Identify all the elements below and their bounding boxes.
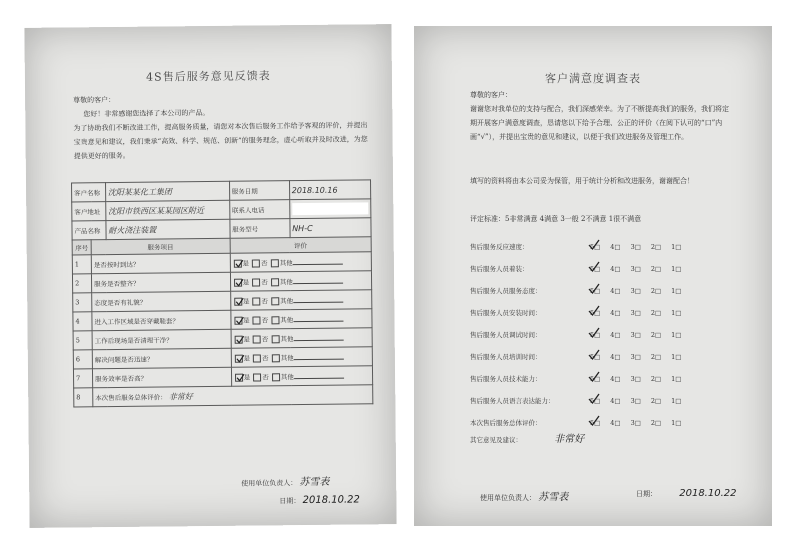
no-checkbox[interactable] — [253, 316, 261, 324]
phone-label: 联系人电话 — [229, 200, 289, 220]
overall-no: 8 — [74, 388, 93, 407]
other-line — [293, 276, 343, 285]
model-label: 服务型号 — [230, 219, 290, 239]
rating-option[interactable]: 2□ — [650, 397, 662, 405]
rating-option[interactable]: 3□ — [630, 331, 641, 339]
rating-option[interactable]: 1□ — [671, 287, 682, 295]
rating-option[interactable]: 1□ — [671, 243, 682, 251]
col-eval-header: 评价 — [230, 237, 371, 253]
yes-checkbox[interactable] — [234, 336, 242, 344]
rating-option[interactable]: 5□ — [590, 265, 601, 273]
check-mark-icon — [588, 327, 600, 341]
item-text: 服务是否整齐？ — [91, 272, 230, 292]
rating-scale: 评定标准：5非常满意 4满意 3一般 2不满意 1很不满意 — [470, 215, 642, 223]
overall-row — [74, 385, 373, 407]
item-no: 4 — [73, 312, 92, 331]
survey-row — [470, 374, 681, 383]
yes-checkbox[interactable] — [233, 260, 241, 268]
survey-row-label: 本次售后服务总体评价： — [470, 419, 542, 427]
signer-block — [241, 473, 329, 489]
overall-value: 非常好 — [168, 391, 193, 401]
rating-option[interactable]: 2□ — [650, 309, 662, 317]
rating-option[interactable]: 4□ — [610, 419, 621, 427]
other-checkbox[interactable] — [271, 297, 279, 305]
rating-option[interactable]: 3□ — [630, 397, 641, 405]
item-rows — [72, 252, 372, 388]
item-text: 是否按时到达？ — [91, 253, 230, 273]
rating-option[interactable]: 4□ — [610, 375, 621, 383]
check-mark-icon — [588, 305, 600, 319]
rating-option[interactable]: 5□ — [590, 419, 601, 427]
address-value: 沈阳市铁西区某某园区附近 — [105, 200, 229, 220]
other-label: 其他 — [280, 373, 294, 382]
survey-note: 填写的资料将由本公司妥为保管，用于统计分析和改进服务，谢谢配合！ — [470, 177, 694, 185]
survey-date-label: 日期： — [636, 490, 657, 498]
rating-option[interactable]: 5□ — [590, 375, 601, 383]
item-evaluation — [230, 271, 372, 291]
customer-name-label: 客户名称 — [72, 183, 106, 202]
yes-checkbox[interactable] — [234, 279, 242, 287]
rating-option[interactable]: 1□ — [671, 265, 682, 273]
yes-label: 是 — [243, 354, 251, 363]
yes-label: 是 — [243, 316, 250, 325]
address-label: 客户地址 — [72, 202, 106, 221]
other-label: 其他 — [280, 316, 294, 325]
survey-row-label: 售后服务人员技术能力： — [470, 375, 542, 383]
yes-label: 是 — [242, 278, 250, 287]
intro-line-1: 您好！非常感谢您选择了本公司的产品。 — [83, 109, 210, 119]
survey-row-label: 售后服务人员着装： — [470, 265, 529, 273]
other-line — [294, 371, 344, 380]
rating-option[interactable]: 2□ — [650, 287, 662, 295]
col-item-header: 服务项目 — [91, 238, 230, 254]
survey-row — [470, 286, 681, 295]
other-comments — [470, 430, 584, 445]
rating-option[interactable]: 5□ — [590, 353, 601, 361]
check-mark-icon — [588, 349, 600, 363]
survey-row-label: 售后服务人员培训时间： — [470, 353, 542, 361]
rating-option[interactable]: 4□ — [610, 309, 621, 317]
survey-title: 客户满意度调查表 — [545, 72, 641, 85]
other-label: 其他 — [279, 278, 293, 287]
rating-option[interactable]: 1□ — [671, 353, 682, 361]
yes-checkbox[interactable] — [234, 355, 242, 363]
item-evaluation — [231, 366, 373, 386]
col-no-header: 序号 — [72, 240, 91, 255]
no-checkbox[interactable] — [252, 297, 260, 305]
no-label: 否 — [261, 316, 269, 325]
no-checkbox[interactable] — [253, 354, 261, 362]
other-label: 其他 — [280, 354, 294, 363]
other-comments-value: 非常好 — [554, 434, 585, 445]
survey-row-label: 售后服务反应速度： — [470, 243, 529, 251]
survey-row-label: 售后服务人员调试时间： — [470, 331, 542, 339]
rating-option[interactable]: 2□ — [650, 375, 662, 383]
item-text: 工作后现场是否清理干净？ — [92, 329, 231, 349]
survey-row-label: 售后服务人员安装时间： — [470, 309, 542, 317]
rating-option[interactable]: 3□ — [630, 243, 641, 251]
no-checkbox[interactable] — [253, 335, 261, 343]
yes-checkbox[interactable] — [235, 374, 243, 382]
yes-label: 是 — [242, 259, 250, 268]
rating-option[interactable]: 2□ — [650, 419, 662, 427]
no-label: 否 — [262, 373, 269, 382]
form-title: 4S售后服务意见反馈表 — [146, 69, 271, 84]
yes-label: 是 — [243, 335, 250, 344]
rating-option[interactable]: 4□ — [610, 243, 621, 251]
item-evaluation — [231, 328, 373, 348]
survey-row — [470, 242, 681, 251]
item-evaluation — [231, 309, 373, 329]
check-mark-icon — [588, 283, 600, 297]
service-date-value: 2018.10.16 — [289, 180, 371, 200]
survey-signer-label: 使用单位负责人： — [480, 494, 536, 502]
rating-option[interactable]: 4□ — [610, 353, 621, 361]
other-label: 其他 — [279, 259, 293, 268]
overall-label: 本次售后服务总体评价： — [95, 392, 167, 402]
rating-option[interactable]: 5□ — [590, 397, 601, 405]
survey-row — [470, 330, 681, 339]
survey-row — [470, 396, 681, 405]
no-checkbox[interactable] — [252, 259, 260, 267]
item-text: 态度是否有礼貌？ — [92, 291, 231, 311]
survey-row — [470, 418, 681, 427]
item-no: 5 — [73, 331, 92, 350]
rating-option[interactable]: 5□ — [590, 287, 601, 295]
overall-cell — [93, 385, 373, 407]
check-mark-icon — [588, 371, 600, 385]
satisfaction-survey-sheet — [414, 26, 772, 526]
rating-option[interactable]: 4□ — [610, 397, 621, 405]
other-label: 其他 — [280, 335, 294, 344]
survey-date-block — [636, 488, 737, 499]
salutation: 尊敬的客户： — [73, 95, 116, 105]
item-evaluation — [230, 290, 372, 310]
other-line — [293, 295, 343, 304]
other-line — [293, 257, 343, 266]
rating-option[interactable]: 5□ — [590, 243, 601, 251]
survey-row-label: 售后服务人员语言表达能力： — [470, 397, 555, 405]
survey-signer-block — [480, 488, 568, 503]
survey-signer-signature: 苏雪表 — [538, 492, 569, 503]
other-label: 其他 — [280, 297, 294, 306]
survey-row-label: 售后服务人员服务态度： — [470, 287, 542, 295]
yes-checkbox[interactable] — [234, 317, 242, 325]
rating-option[interactable]: 3□ — [630, 375, 641, 383]
product-value: 耐火浇注装置 — [106, 219, 230, 239]
no-label: 否 — [262, 354, 269, 363]
other-checkbox[interactable] — [272, 373, 280, 381]
item-no: 7 — [73, 369, 92, 388]
other-line — [293, 333, 343, 342]
feedback-table — [71, 179, 373, 407]
yes-checkbox[interactable] — [234, 298, 242, 306]
item-evaluation — [230, 252, 372, 272]
rating-option[interactable]: 1□ — [671, 397, 682, 405]
survey-salutation: 尊敬的客户： — [470, 91, 512, 99]
other-line — [293, 314, 343, 323]
yes-label: 是 — [242, 297, 250, 306]
survey-row — [470, 264, 681, 273]
item-text: 进入工作区域是否穿戴鞋套？ — [92, 310, 231, 330]
service-date-label: 服务日期 — [229, 181, 289, 201]
rating-option[interactable]: 5□ — [590, 331, 601, 339]
other-comments-label: 其它意见及建议： — [470, 436, 522, 444]
item-text: 服务效率是否高？ — [92, 367, 231, 387]
survey-row — [470, 352, 681, 361]
rating-option[interactable]: 3□ — [630, 265, 641, 273]
no-checkbox[interactable] — [253, 373, 261, 381]
no-label: 否 — [261, 297, 269, 306]
signer-signature: 苏雪表 — [299, 476, 330, 489]
rating-option[interactable]: 4□ — [610, 265, 621, 273]
survey-row — [470, 308, 681, 317]
rating-option[interactable]: 2□ — [650, 331, 662, 339]
other-checkbox[interactable] — [271, 259, 279, 267]
rating-option[interactable]: 4□ — [610, 331, 621, 339]
other-checkbox[interactable] — [271, 335, 279, 343]
model-value: NH-C — [290, 218, 372, 238]
rating-option[interactable]: 1□ — [671, 331, 682, 339]
check-mark-icon — [588, 393, 600, 407]
item-no: 2 — [72, 274, 91, 293]
rating-option[interactable]: 2□ — [650, 243, 662, 251]
rating-option[interactable]: 3□ — [630, 419, 641, 427]
item-evaluation — [231, 347, 373, 367]
signer-label: 使用单位负责人： — [241, 479, 298, 488]
no-checkbox[interactable] — [252, 278, 260, 286]
date-label: 日期： — [279, 497, 301, 506]
feedback-form-sheet — [24, 24, 396, 528]
rating-option[interactable]: 1□ — [671, 309, 682, 317]
item-text: 解决问题是否迅速？ — [92, 348, 231, 368]
check-mark-icon — [588, 239, 600, 253]
phone-redacted — [289, 199, 371, 219]
date-value: 2018.10.22 — [302, 494, 360, 507]
item-no: 1 — [72, 255, 91, 274]
product-label: 产品名称 — [72, 221, 106, 240]
survey-date-value: 2018.10.22 — [679, 488, 737, 499]
other-line — [294, 352, 344, 361]
rating-option[interactable]: 4□ — [610, 287, 621, 295]
rating-option[interactable]: 3□ — [630, 287, 641, 295]
survey-intro: 谢谢您对我单位的支持与配合，我们深感荣幸。为了不断提高我们的服务，我们将定期开展客户满意度调查，恳请您以下给予合理、公正的评价（在阅下认可的“口”内画“√”），并提出宝贵的意见和建议，以便于我们改进服务及管理工作。 — [470, 105, 729, 141]
other-checkbox[interactable] — [271, 278, 279, 286]
no-label: 否 — [261, 259, 268, 268]
rating-option[interactable]: 1□ — [671, 375, 682, 383]
yes-label: 是 — [243, 373, 251, 382]
rating-option[interactable]: 2□ — [650, 353, 662, 361]
check-mark-icon — [588, 261, 600, 275]
check-mark-icon — [588, 415, 600, 429]
rating-option[interactable]: 1□ — [671, 419, 682, 427]
other-checkbox[interactable] — [272, 354, 280, 362]
item-no: 6 — [73, 350, 92, 369]
rating-option[interactable]: 3□ — [630, 353, 641, 361]
rating-option[interactable]: 3□ — [630, 309, 641, 317]
no-label: 否 — [261, 278, 268, 287]
customer-name-value: 沈阳某某化工集团 — [105, 181, 229, 201]
date-block — [279, 494, 360, 506]
item-no: 3 — [73, 293, 92, 312]
no-label: 否 — [261, 335, 269, 344]
intro-paragraph: 为了协助我们不断改进工作，提高服务质量，请您对本次售后服务工作给予客观的评价，并提出宝贵意见和建议，我们秉承“高效、科学、规范、创新”的服务理念，虚心听取并及时改进，为您提供更好的服务。 — [73, 121, 368, 161]
rating-option[interactable]: 5□ — [590, 309, 601, 317]
rating-option[interactable]: 2□ — [650, 265, 662, 273]
other-checkbox[interactable] — [271, 316, 279, 324]
